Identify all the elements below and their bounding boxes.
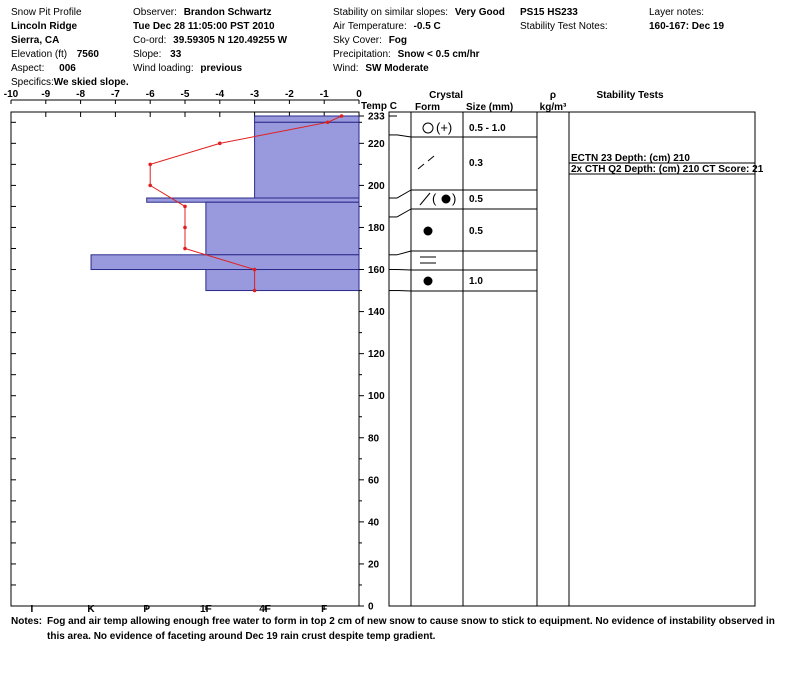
grain-form-icon: ) [452,191,457,206]
grain-form-icon [428,156,434,161]
hardness-tick-label: I [30,604,34,615]
header-stability-notes-label: Stability Test Notes: [520,21,608,32]
notes [11,614,781,644]
header-location: Lincoln Ridge [11,21,78,32]
grain-form-icon: ( [432,191,437,206]
grain-form-icon [442,195,451,204]
temp-tick-label: -2 [284,89,294,100]
hardness-bar [147,198,359,202]
hardness-tick-label: 1F [200,604,212,615]
air-temp-value: -0.5 C [413,21,441,32]
air-temp-label: Air Temperature: [333,21,407,32]
layer-grain-size: 0.5 [469,226,483,237]
height-tick-label: 200 [368,180,385,192]
layer-connector [397,190,411,198]
height-tick-label: 100 [368,391,385,403]
grain-form-icon [424,277,433,286]
temperature-point [253,268,257,272]
temp-column-header: Temp C [361,101,397,112]
height-tick-label: 140 [368,307,385,319]
aspect-label: Aspect: [11,63,45,74]
temp-tick-label: -8 [76,89,86,100]
precip-label: Precipitation: [333,49,391,60]
height-tick-label: 233 [368,111,385,123]
precip-value: Snow < 0.5 cm/hr [397,49,480,60]
grain-form-icon [418,164,424,169]
stability-test-entry: 2x CTH Q2 Depth: (cm) 210 CT Score: 21 [571,164,764,175]
hardness-bar [91,255,359,270]
density-unit-header: kg/m³ [539,102,567,113]
hardness-bar [206,270,359,291]
grain-form-icon [423,123,433,133]
temperature-point [148,184,152,188]
temperature-point [326,121,330,125]
specifics-label: Specifics: [11,77,54,88]
notes-label: Notes: [11,616,43,627]
table-frame [389,112,755,606]
notes-text: Fog and air temp allowing enough free water to form in top 2 cm of new snow to cause snow to stick to equipment. No evidence of instability observed in this area. No evidence of faceting around Dec 19 rain crust despite temp gradient. [47,616,775,642]
temp-tick-label: 0 [356,89,362,100]
wind-value: SW Moderate [365,63,429,74]
slope-label: Slope: [133,49,162,60]
observer-value: Brandon Schwartz [183,7,272,18]
crystal-header: Crystal [429,90,463,101]
height-tick-label: 60 [368,475,380,487]
layer-connector [397,251,411,255]
temp-tick-label: -10 [3,89,19,100]
header-ps-hs: PS15 HS233 [520,7,578,18]
layer-grain-size: 0.5 - 1.0 [469,123,506,134]
layer-connector [397,209,411,217]
header-layer-notes-label: Layer notes: [649,7,705,18]
stability-value: Very Good [454,7,505,18]
specifics-value: We skied slope. [53,77,129,88]
temperature-point [183,247,187,251]
height-tick-label: 80 [368,433,380,445]
temperature-point [253,289,257,293]
rho-header: ρ [549,90,557,101]
form-header: Form [415,102,440,113]
layer-grain-size: 0.5 [469,194,483,205]
temp-tick-label: -9 [41,89,51,100]
temp-tick-label: -3 [250,89,260,100]
hardness-tick-label: P [143,604,151,615]
elevation-value: 7560 [76,49,99,60]
temperature-point [148,163,152,167]
coord-label: Co-ord: [133,35,167,46]
coord-value: 39.59305 N 120.49255 W [173,35,288,46]
size-header: Size (mm) [466,102,514,113]
height-tick-label: 180 [368,222,385,234]
temp-tick-label: -1 [319,89,329,100]
grain-form-icon [424,227,433,236]
wind-loading-value: previous [200,63,243,74]
header-layer-notes-value: 160-167: Dec 19 [649,21,725,32]
height-tick-label: 220 [368,138,385,150]
hardness-bar [255,116,359,122]
temp-tick-label: -7 [110,89,120,100]
temp-tick-label: -4 [215,89,225,100]
header-title: Snow Pit Profile [11,7,82,18]
stability-label: Stability on similar slopes: [333,7,449,18]
wind-label: Wind: [333,63,359,74]
temperature-point [340,114,344,118]
temp-tick-label: -6 [145,89,155,100]
sky-value: Fog [388,35,408,46]
aspect-value: 006 [59,63,76,74]
grain-form-icon: (+) [436,120,453,135]
hardness-bar [206,202,359,255]
sky-label: Sky Cover: [333,35,382,46]
header-datetime: Tue Dec 28 11:05:00 PST 2010 [133,21,275,32]
layer-grain-size: 1.0 [469,276,483,287]
stability-tests-header: Stability Tests [596,90,664,101]
elevation-label: Elevation (ft) [11,49,68,60]
observer-label: Observer: [133,7,177,18]
hardness-tick-label: K [87,604,95,615]
temp-tick-label: -5 [180,89,190,100]
temperature-point [183,205,187,209]
temperature-point [218,142,222,146]
layer-connector [397,135,411,137]
height-tick-label: 40 [368,517,380,529]
hardness-tick-label: 4F [259,604,271,615]
height-tick-label: 160 [368,265,385,277]
height-tick-label: 0 [368,601,374,613]
header-region: Sierra, CA [11,35,60,46]
layer-grain-size: 0.3 [469,158,483,169]
slope-value: 33 [170,49,182,60]
hardness-tick-label: F [321,604,328,615]
temperature-point [183,226,187,230]
height-tick-label: 20 [368,559,380,571]
wind-loading-label: Wind loading: [133,63,194,74]
stability-test-entry: ECTN 23 Depth: (cm) 210 [571,153,690,164]
height-tick-label: 120 [368,349,385,361]
grain-form-icon [420,193,430,205]
